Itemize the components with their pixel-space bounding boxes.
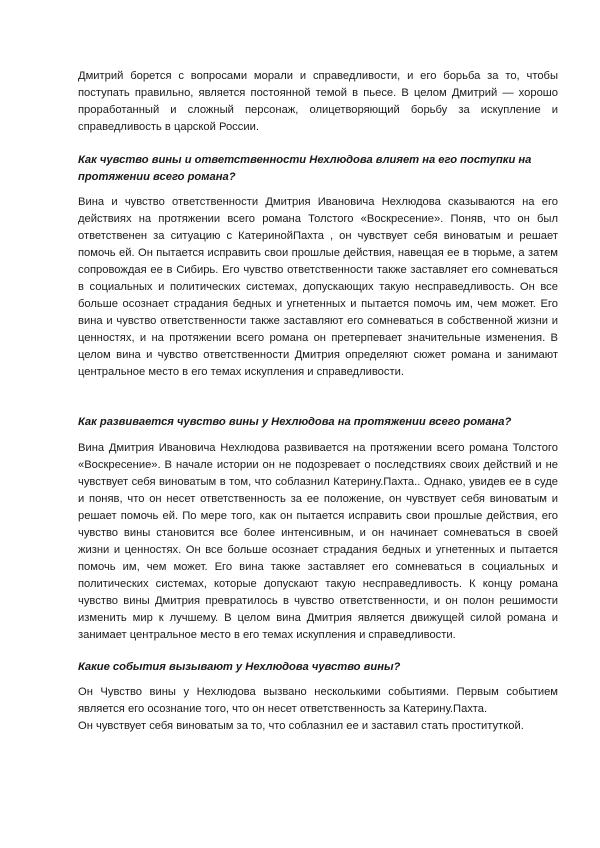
section-paragraph-guilt-influence: Вина и чувство ответственности Дмитрия Ивановича Нехлюдова сказываются на его действиях на протяжении всего романа Толстого «Воскресение». Поняв, что он был ответственен за ситуацию с КатеринойПахта , он чувствует себя виноватым и решает помочь ей. Он пытается исправить свои прошлые действия, навещая ее в тюрьме, а затем сопровождая ее в Сибирь. Его чувство ответственности также заставляет его сомневаться в социальных и политических системах, допускающих такую несправедливость. Он все больше осознает страдания бедных и угнетенных и пытается помочь им, чем может. Его вина и чувство ответственности также заставляют его сомневаться в собственной жизни и ценностях, и на протяжении всего романа он претерпевает значительные изменения. В целом вина и чувство ответственности Дмитрия определяют сюжет романа и занимают центральное место в его темах искупления и справедливости.	[78, 196, 558, 378]
section-heading-guilt-influence: Как чувство вины и ответственности Нехлюдова влияет на его поступки на протяжении всего романа?	[78, 154, 532, 183]
section-paragraph-guilt-development: Вина Дмитрия Ивановича Нехлюдова развивается на протяжении всего романа Толстого «Воскресение». В начале истории он не подозревает о последствиях своих действий и не чувствует себя виноватым в том, что соблазнил Катерину.Пахта.. Однако, увидев ее в суде и поняв, что он несет ответственность за ее положение, он чувствует себя виноватым и решает помочь ей. По мере того, как он пытается исправить свои прошлые действия, его чувство вины становится все более интенсивным, и он начинает сомневаться в своей жизни и ценностях. Он все больше осознает страдания бедных и угнетенных и пытается помочь им, чем может. Его вина также заставляет его сомневаться в социальных и политических системах, которые допускают такую несправедливость. К концу романа чувство вины Дмитрия превратилось в чувство ответственности, и он полон решимости изменить мир к лучшему. В целом вина Дмитрия является движущей силой романа и занимает центральное место в его темах искупления и справедливости.	[78, 442, 558, 641]
section-paragraph-guilt-events-1: Он Чувство вины у Нехлюдова вызвано несколькими событиями. Первым событием является его осознание того, что он несет ответственность за Катерину.Пахта.	[78, 686, 558, 715]
section-heading-guilt-events: Какие события вызывают у Нехлюдова чувство вины?	[78, 661, 401, 673]
section-paragraph-guilt-events-2: Он чувствует себя виноватым за то, что соблазнил ее и заставил стать проституткой.	[78, 720, 524, 732]
section-heading-guilt-development: Как развивается чувство вины у Нехлюдова на протяжении всего романа?	[78, 416, 512, 428]
intro-paragraph: Дмитрий борется с вопросами морали и справедливости, и его борьба за то, чтобы поступать правильно, является постоянной темой в пьесе. В целом Дмитрий — хорошо проработанный и сложный персонаж, олицетворяющий борьбу за искупление и справедливость в царской России.	[78, 70, 558, 133]
document-page	[78, 68, 558, 735]
